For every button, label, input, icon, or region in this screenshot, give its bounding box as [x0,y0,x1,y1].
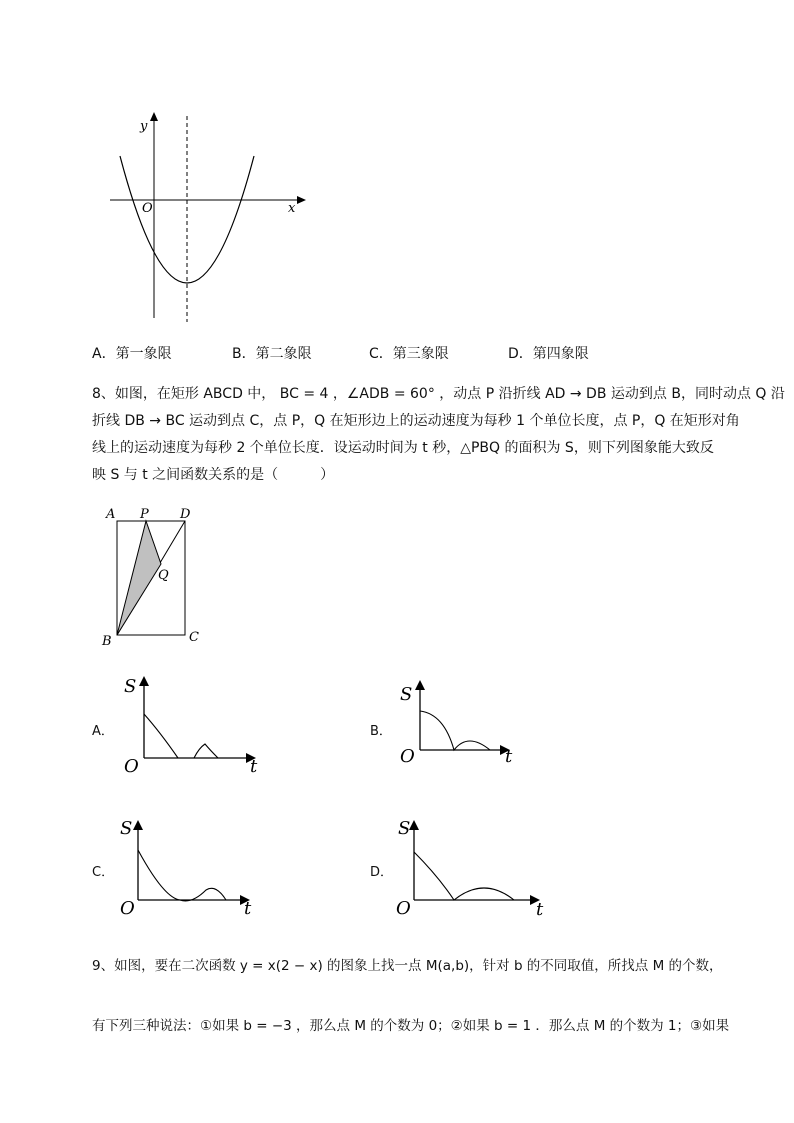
choice-c-y-arrow [133,820,143,830]
q8-label-c: C [189,630,199,645]
q7-option-c[interactable]: C．第三象限 [369,346,449,362]
q8-rectangle-figure [100,502,210,650]
q8-choice-b-label[interactable]: B． [370,724,392,739]
q8-label-p: P [140,507,149,522]
q9-line-2: 有下列三种说法：①如果 b = −3 ，那么点 M 的个数为 0；②如果 b = 1 ．那么点 M 的个数为 1；③如果 [92,1018,730,1034]
q8-label-b: B [102,634,112,649]
choice-d-y-label: S [398,818,411,839]
choice-b-x-label: t [505,746,513,767]
q7-y-label: y [140,119,148,134]
q8-label-a: A [106,507,116,522]
q9-line-1: 9、如图，要在二次函数 y = x(2 − x) 的图象上找一点 M(a,b)，针对 b 的不同取值，所找点 M 的个数， [92,958,723,974]
q8-label-d: D [180,507,191,522]
q8-choice-a-graph[interactable] [118,672,268,777]
q8-choice-a-label[interactable]: A． [92,724,114,739]
q8-triangle-pbq [117,521,161,635]
choice-a-curve [144,714,218,758]
q7-origin-label: O [142,201,153,216]
q8-choice-b-graph[interactable] [396,672,546,777]
choice-a-y-arrow [139,676,149,686]
choice-d-y-arrow [409,820,419,830]
choice-c-curve [138,850,226,901]
q7-x-arrow [297,196,306,204]
q7-parabola-graph [100,108,320,330]
choice-a-y-label: S [124,676,137,697]
choice-b-y-label: S [400,684,413,705]
q7-option-b[interactable]: B．第二象限 [232,346,312,362]
choice-a-origin: O [124,756,139,777]
q8-choice-d-label[interactable]: D． [370,865,394,880]
q8-choice-d-graph[interactable] [396,814,556,919]
choice-c-x-label: t [244,898,252,919]
choice-c-y-label: S [120,818,133,839]
q7-option-a[interactable]: A．第一象限 [92,346,172,362]
q8-label-q: Q [158,568,169,583]
q8-choice-c-label[interactable]: C． [92,865,115,880]
q7-y-arrow [150,112,158,121]
q7-x-label: x [288,201,296,216]
choice-d-origin: O [396,898,411,919]
choice-b-y-arrow [415,680,425,690]
q8-line-3: 线上的运动速度为每秒 2 个单位长度．设运动时间为 t 秒，△PBQ 的面积为 S，则下列图象能大致反 [92,440,714,456]
choice-a-x-label: t [250,756,258,777]
q8-choice-c-graph[interactable] [118,814,268,919]
q7-option-d[interactable]: D．第四象限 [508,346,589,362]
choice-d-curve [414,852,514,900]
choice-d-x-label: t [536,899,544,919]
q8-line-2: 折线 DB → BC 运动到点 C，点 P，Q 在矩形边上的运动速度为每秒 1 个单位长度，点 P，Q 在矩形对角 [92,413,740,429]
q8-line-1: 8、如图，在矩形 ABCD 中， BC = 4 ，∠ADB = 60° ，动点 P 沿折线 AD → DB 运动到点 B，同时动点 Q 沿 [92,386,785,402]
q8-line-4: 映 S 与 t 之间函数关系的是（ ） [92,467,335,483]
choice-b-origin: O [400,746,415,767]
choice-b-curve [420,711,490,750]
choice-c-origin: O [120,898,135,919]
